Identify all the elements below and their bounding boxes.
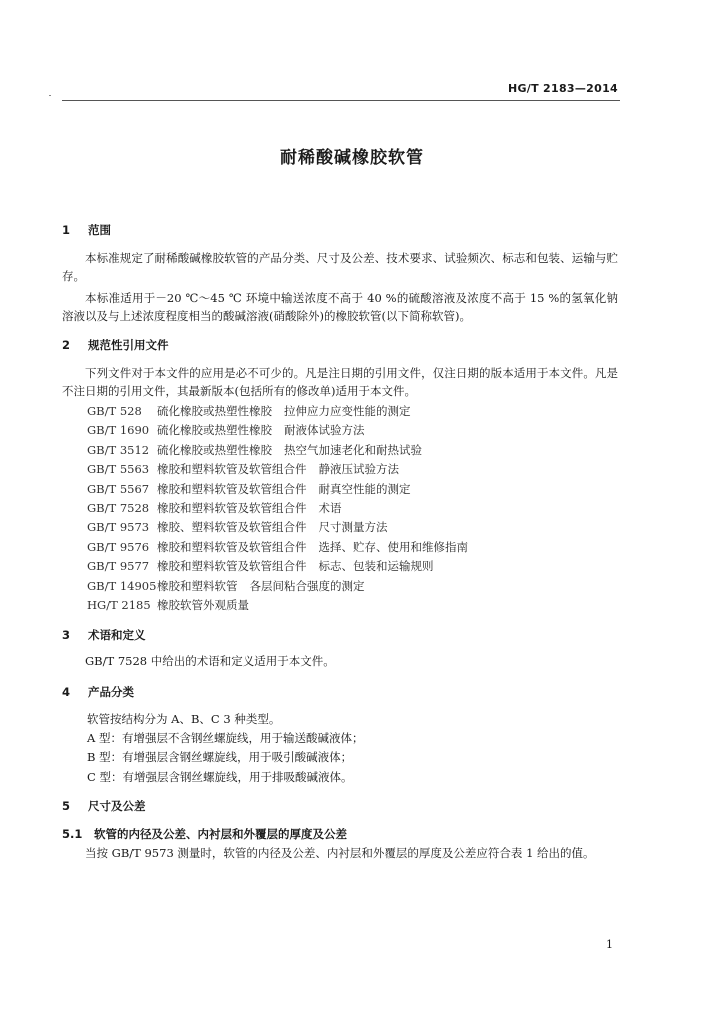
reference-item <box>87 403 411 419</box>
reference-item <box>87 461 399 477</box>
reference-subtitle: 耐液体试验方法 <box>284 423 365 437</box>
reference-item <box>87 597 261 613</box>
reference-subtitle: 拉伸应力应变性能的测定 <box>284 404 411 418</box>
section-2-heading <box>62 337 169 353</box>
reference-code: GB/T 1690 <box>87 423 150 437</box>
scope-paragraph-1: 本标准规定了耐稀酸碱橡胶软管的产品分类、尺寸及公差、技术要求、试验频次、标志和包装、运输与贮存。 <box>62 251 618 283</box>
reference-name: 橡胶软管外观质量 <box>157 598 249 612</box>
section-1-heading <box>62 222 111 238</box>
classification-line: A 型：有增强层不含钢丝螺旋线，用于输送酸碱液体； <box>87 731 364 745</box>
reference-subtitle: 选择、贮存、使用和维修指南 <box>318 540 468 554</box>
header-rule <box>62 100 620 101</box>
reference-code: GB/T 3512 <box>87 443 150 457</box>
reference-name: 橡胶、塑料软管及软管组合件 <box>157 520 307 534</box>
terms-paragraph: GB/T 7528 中给出的术语和定义适用于本文件。 <box>85 654 335 668</box>
reference-item <box>87 422 365 438</box>
section-number: 4 <box>62 685 71 699</box>
reference-name: 橡胶和塑料软管及软管组合件 <box>157 559 307 573</box>
reference-item <box>87 539 468 555</box>
section-number: 3 <box>62 628 71 642</box>
section-number: 2 <box>62 338 71 352</box>
reference-code: GB/T 14905 <box>87 579 157 593</box>
reference-subtitle: 各层间粘合强度的测定 <box>249 579 365 593</box>
normative-references-intro: 下列文件对于本文件的应用是必不可少的。凡是注日期的引用文件，仅注日期的版本适用于本文件。凡是不注日期的引用文件，其最新版本(包括所有的修改单)适用于本文件。 <box>62 366 618 398</box>
reference-code: GB/T 5563 <box>87 462 150 476</box>
reference-item <box>87 481 411 497</box>
document-title: 耐稀酸碱橡胶软管 <box>280 148 424 168</box>
section-number: 5 <box>62 799 71 813</box>
section-title: 术语和定义 <box>88 628 146 642</box>
reference-name: 硫化橡胶或热塑性橡胶 <box>157 423 272 437</box>
reference-code: GB/T 9576 <box>87 540 150 554</box>
reference-subtitle: 标志、包装和运输规则 <box>318 559 434 573</box>
reference-item <box>87 519 388 535</box>
scan-speck <box>49 95 51 96</box>
reference-code: GB/T 9577 <box>87 559 150 573</box>
section-5-heading <box>62 798 146 814</box>
subsection-number: 5.1 <box>62 827 83 841</box>
reference-subtitle: 耐真空性能的测定 <box>318 482 411 496</box>
section-title: 产品分类 <box>88 685 134 699</box>
reference-item <box>87 578 365 594</box>
reference-subtitle: 静液压试验方法 <box>318 462 399 476</box>
section-3-heading <box>62 627 146 643</box>
reference-code: GB/T 7528 <box>87 501 150 515</box>
reference-name: 硫化橡胶或热塑性橡胶 <box>157 443 272 457</box>
reference-item <box>87 500 342 516</box>
classification-line: B 型：有增强层含钢丝螺旋线，用于吸引酸碱液体； <box>87 750 353 764</box>
section-number: 1 <box>62 223 71 237</box>
reference-code: HG/T 2185 <box>87 598 151 612</box>
section-4-heading <box>62 684 134 700</box>
dimensions-paragraph: 当按 GB/T 9573 测量时，软管的内径及公差、内衬层和外覆层的厚度及公差应符合表 1 给出的值。 <box>85 846 595 860</box>
reference-code: GB/T 9573 <box>87 520 150 534</box>
reference-name: 橡胶和塑料软管及软管组合件 <box>157 482 307 496</box>
reference-name: 橡胶和塑料软管 <box>157 579 238 593</box>
subsection-title: 软管的内径及公差、内衬层和外覆层的厚度及公差 <box>94 827 347 841</box>
classification-line: C 型：有增强层含钢丝螺旋线，用于排吸酸碱液体。 <box>87 770 353 784</box>
section-title: 规范性引用文件 <box>88 338 169 352</box>
section-title: 范围 <box>88 223 111 237</box>
reference-item <box>87 442 422 458</box>
scope-paragraph-2: 本标准适用于－20 ℃～45 ℃ 环境中输送浓度不高于 40 %的硫酸溶液及浓度不高于 15 %的氢氧化钠溶液以及与上述浓度程度相当的酸碱溶液(硝酸除外)的橡胶软管(以下简称软管)。 <box>62 291 618 323</box>
reference-name: 橡胶和塑料软管及软管组合件 <box>157 540 307 554</box>
reference-item <box>87 558 434 574</box>
standard-code: HG/T 2183—2014 <box>507 82 618 95</box>
reference-name: 橡胶和塑料软管及软管组合件 <box>157 501 307 515</box>
reference-subtitle: 术语 <box>318 501 342 515</box>
section-title: 尺寸及公差 <box>88 799 146 813</box>
subsection-5-1-heading <box>62 826 347 842</box>
reference-code: GB/T 528 <box>87 404 142 418</box>
reference-name: 硫化橡胶或热塑性橡胶 <box>157 404 272 418</box>
reference-subtitle: 热空气加速老化和耐热试验 <box>284 443 422 457</box>
reference-subtitle: 尺寸测量方法 <box>318 520 388 534</box>
classification-line: 软管按结构分为 A、B、C 3 种类型。 <box>87 712 281 726</box>
reference-name: 橡胶和塑料软管及软管组合件 <box>157 462 307 476</box>
reference-code: GB/T 5567 <box>87 482 150 496</box>
page-number: 1 <box>606 938 613 951</box>
